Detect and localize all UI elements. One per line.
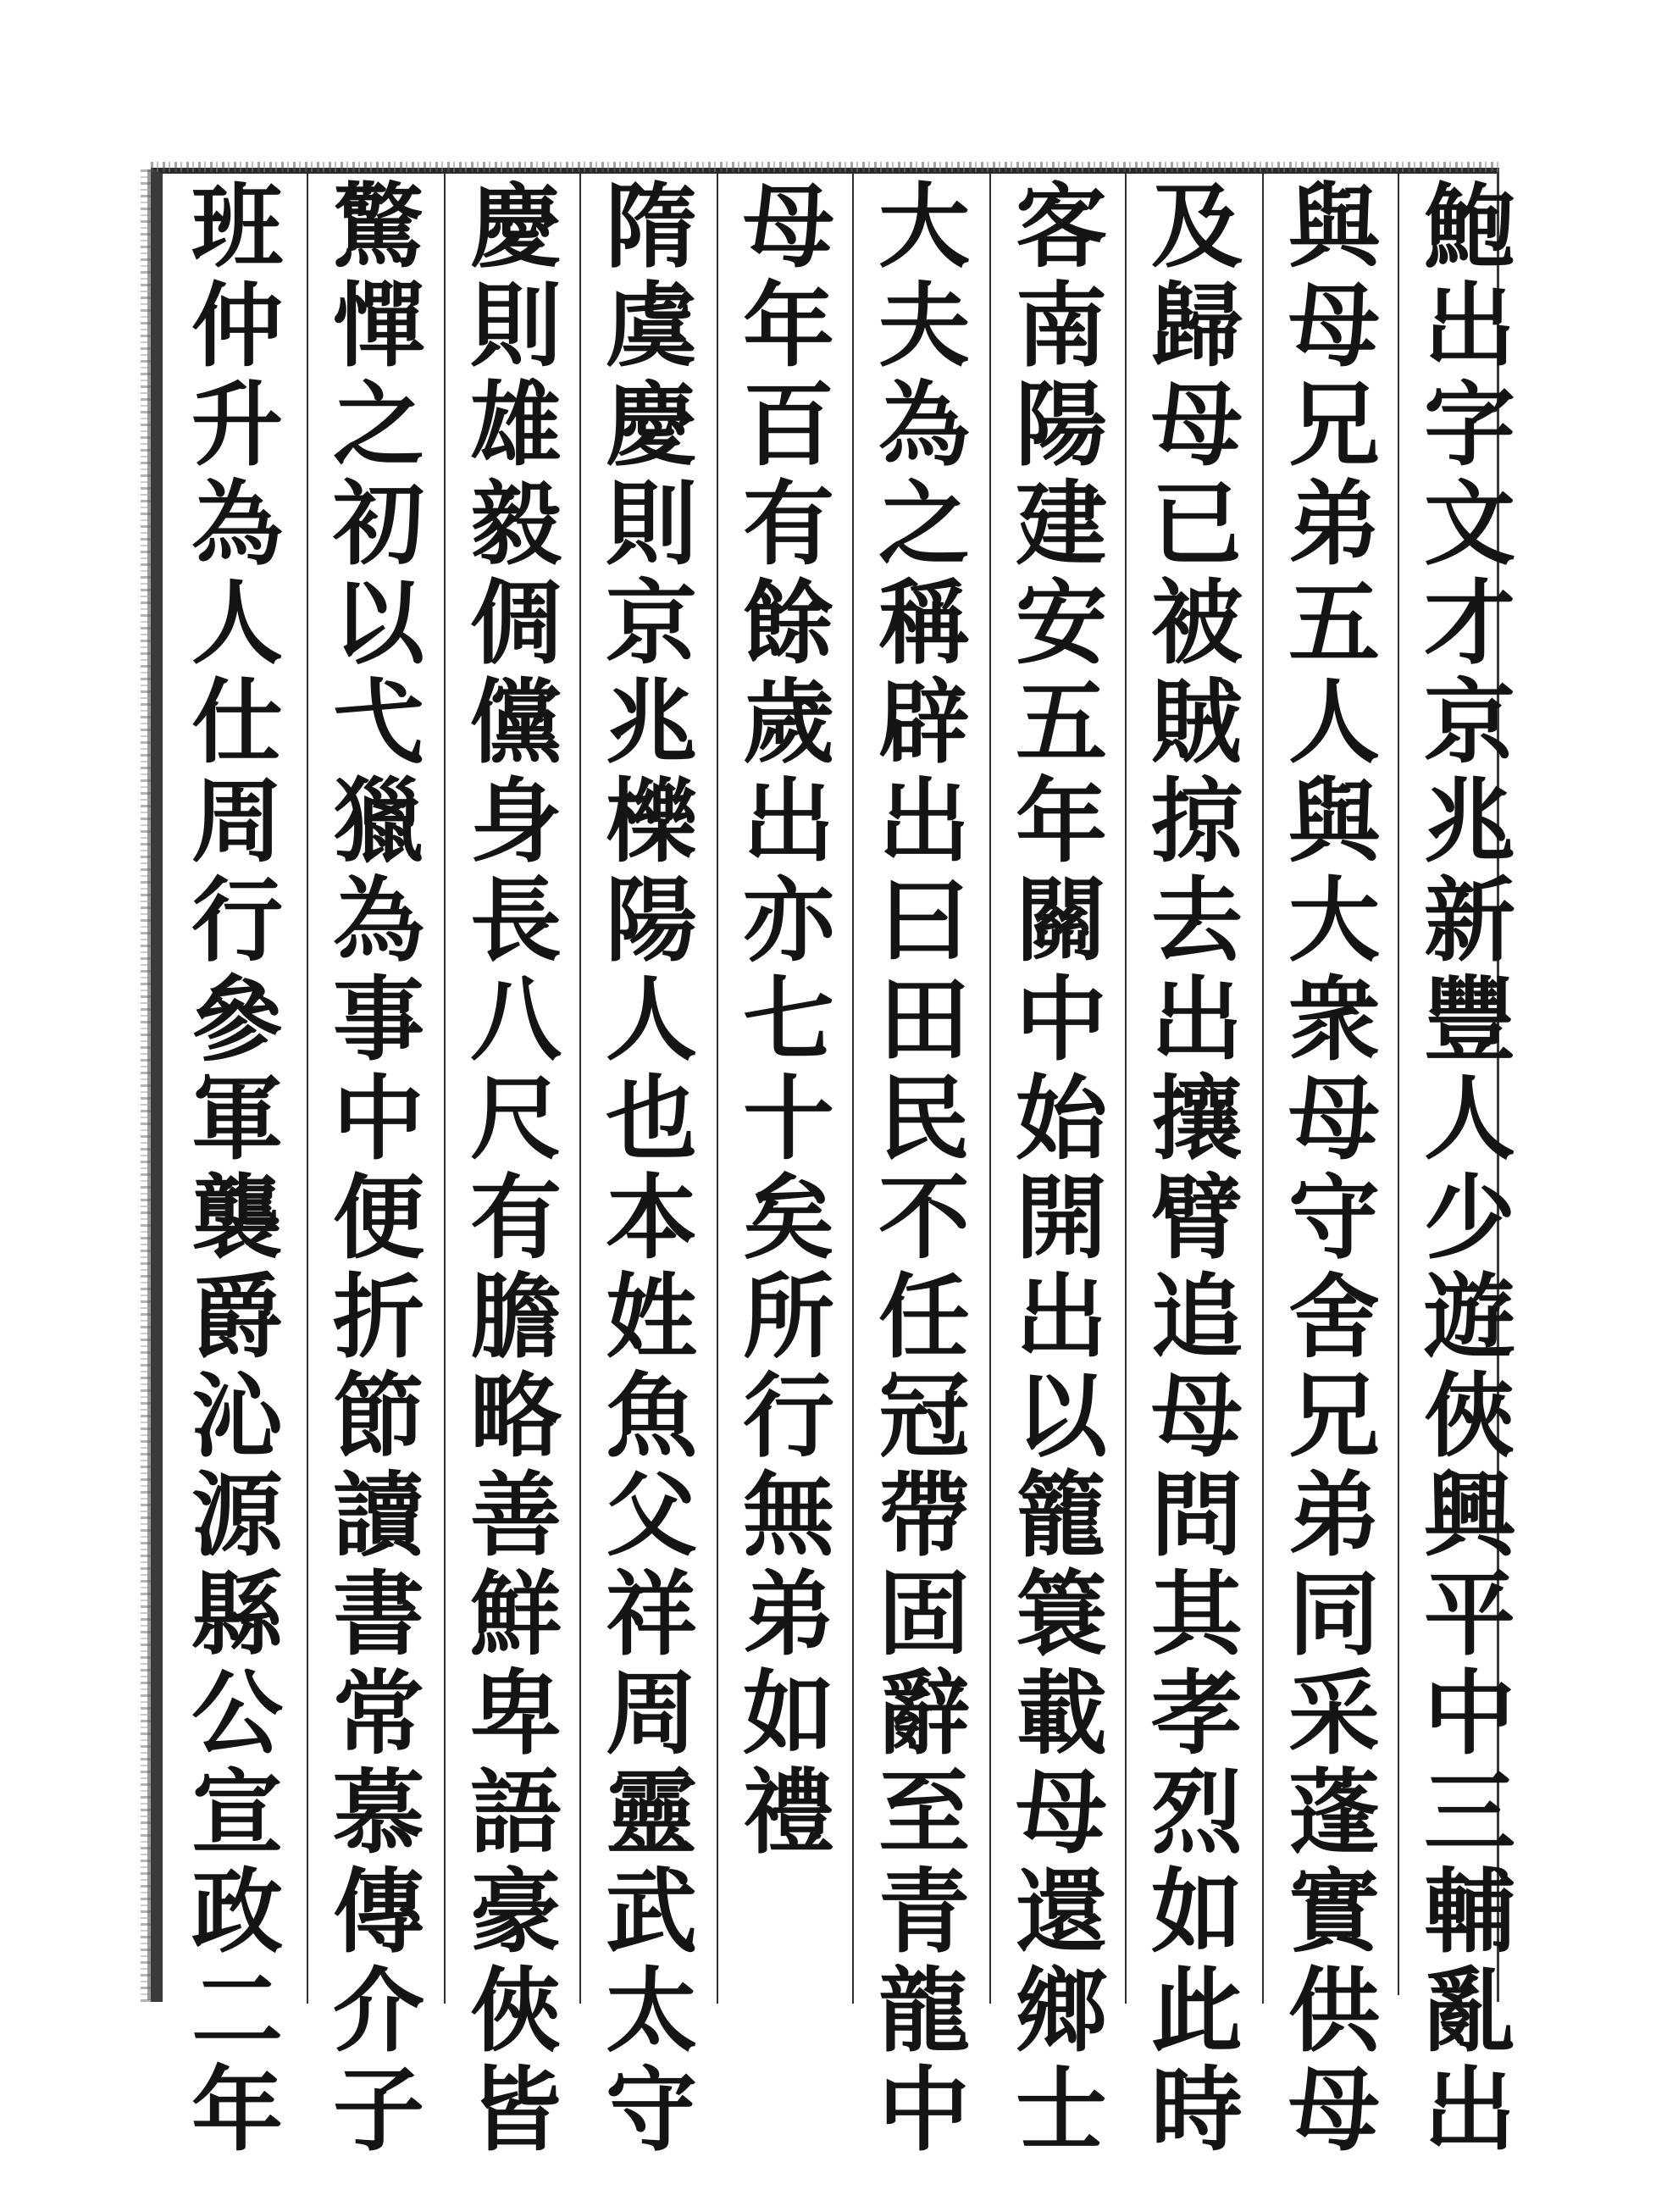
column-character: 大 [1288, 868, 1380, 974]
column-character: 任 [878, 1264, 970, 1371]
column-character: 出 [1423, 2057, 1515, 2164]
column-character: 豪 [469, 1859, 562, 1965]
column-character: 姓 [605, 1264, 697, 1371]
column-character: 關 [1015, 868, 1107, 974]
column-character: 之 [332, 372, 424, 479]
column-character: 掠 [1150, 768, 1243, 875]
column-character: 行 [742, 1363, 834, 1470]
text-column-6 [721, 174, 856, 1999]
column-character: 櫟 [605, 768, 697, 875]
column-character: 祥 [605, 1561, 697, 1668]
column-character: 參 [191, 967, 283, 1073]
column-character: 至 [878, 1760, 970, 1866]
column-character: 弟 [1288, 471, 1380, 578]
column-character: 新 [1423, 868, 1515, 974]
column-character: 卑 [469, 1660, 562, 1767]
column-character: 十 [742, 1066, 834, 1173]
column-character: 鮮 [469, 1561, 562, 1668]
column-character: 人 [1288, 669, 1380, 776]
column-character: 鮑 [1423, 174, 1515, 280]
column-character: 襲 [191, 1165, 283, 1272]
column-character: 母 [742, 174, 834, 280]
column-character: 與 [1288, 768, 1380, 875]
column-character: 客 [1015, 174, 1107, 280]
text-column-7 [584, 174, 719, 2164]
column-character: 傳 [332, 1859, 424, 1965]
column-character: 隋 [605, 174, 697, 280]
text-column-4 [994, 174, 1129, 2164]
column-character: 賊 [1150, 669, 1243, 776]
column-character: 平 [1423, 1561, 1515, 1668]
column-character: 與 [1288, 174, 1380, 280]
column-character: 母 [1288, 2057, 1380, 2164]
column-character: 二 [191, 1958, 283, 2065]
column-character: 實 [1288, 1859, 1380, 1965]
column-character: 亦 [742, 868, 834, 974]
column-character: 中 [1015, 967, 1107, 1073]
column-character: 母 [1150, 372, 1243, 479]
column-character: 固 [878, 1561, 970, 1668]
column-character: 以 [332, 570, 424, 677]
column-character: 出 [1423, 273, 1515, 380]
column-character: 年 [742, 273, 834, 380]
column-character: 歸 [1150, 273, 1243, 380]
column-character: 母 [1288, 1066, 1380, 1173]
column-character: 士 [1015, 2057, 1107, 2164]
column-character: 初 [332, 471, 424, 578]
column-character: 京 [605, 570, 697, 677]
column-character: 亂 [1423, 1958, 1515, 2065]
column-character: 出 [1150, 967, 1243, 1073]
column-character: 介 [332, 1958, 424, 2065]
column-character: 同 [1288, 1561, 1380, 1668]
column-character: 時 [1150, 2057, 1243, 2164]
text-column-5 [856, 174, 992, 2164]
column-character: 夫 [878, 273, 970, 380]
column-character: 也 [605, 1066, 697, 1173]
column-character: 年 [1015, 768, 1107, 875]
column-character: 仲 [191, 273, 283, 380]
column-character: 載 [1015, 1660, 1107, 1767]
column-character: 如 [742, 1660, 834, 1767]
column-character: 兆 [1423, 768, 1515, 875]
column-character: 人 [191, 570, 283, 677]
column-character: 太 [605, 1958, 697, 2065]
column-character: 五 [1288, 570, 1380, 677]
column-character: 有 [742, 471, 834, 578]
column-character: 出 [1015, 1264, 1107, 1371]
column-character: 弟 [742, 1561, 834, 1668]
column-character: 政 [191, 1859, 283, 1965]
column-character: 身 [469, 768, 562, 875]
column-character: 興 [1423, 1462, 1515, 1569]
column-character: 京 [1423, 669, 1515, 776]
column-character: 衆 [1288, 967, 1380, 1073]
column-rule [307, 174, 308, 2004]
column-character: 常 [332, 1660, 424, 1767]
column-character: 輔 [1423, 1859, 1515, 1965]
column-character: 仕 [191, 669, 283, 776]
column-character: 百 [742, 372, 834, 479]
column-character: 五 [1015, 669, 1107, 776]
text-column-10 [169, 174, 305, 2164]
column-character: 俠 [1423, 1363, 1515, 1470]
column-character: 龍 [878, 1958, 970, 2065]
column-character: 長 [469, 868, 562, 974]
column-character: 青 [878, 1859, 970, 1965]
column-character: 開 [1015, 1165, 1107, 1272]
text-column-2 [1266, 174, 1402, 2164]
column-character: 矣 [742, 1165, 834, 1272]
column-character: 俠 [469, 1958, 562, 2065]
column-character: 讀 [332, 1462, 424, 1569]
column-character: 毅 [469, 471, 562, 578]
column-character: 稱 [878, 570, 970, 677]
column-character: 已 [1150, 471, 1243, 578]
column-character: 出 [742, 768, 834, 875]
column-character: 安 [1015, 570, 1107, 677]
column-character: 弋 [332, 669, 424, 776]
column-character: 簑 [1015, 1561, 1107, 1668]
column-character: 大 [878, 174, 970, 280]
column-character: 虞 [605, 273, 697, 380]
column-character: 母 [1015, 1760, 1107, 1866]
column-character: 攘 [1150, 1066, 1243, 1173]
text-column-9 [311, 174, 446, 2164]
column-character: 孝 [1150, 1660, 1243, 1767]
column-character: 中 [1423, 1660, 1515, 1767]
column-character: 父 [605, 1462, 697, 1569]
column-character: 雄 [469, 372, 562, 479]
column-character: 曰 [878, 868, 970, 974]
column-character: 語 [469, 1760, 562, 1866]
column-character: 沁 [191, 1363, 283, 1470]
column-character: 升 [191, 372, 283, 479]
column-character: 才 [1423, 570, 1515, 677]
column-character: 中 [332, 1066, 424, 1173]
text-column-3 [1129, 174, 1265, 2164]
column-character: 帶 [878, 1462, 970, 1569]
column-character: 所 [742, 1264, 834, 1371]
column-character: 本 [605, 1165, 697, 1272]
column-character: 武 [605, 1859, 697, 1965]
column-character: 宣 [191, 1760, 283, 1866]
column-character: 籠 [1015, 1462, 1107, 1569]
column-character: 供 [1288, 1958, 1380, 2065]
column-character: 無 [742, 1462, 834, 1569]
column-character: 之 [878, 471, 970, 578]
column-character: 事 [332, 967, 424, 1073]
column-character: 文 [1423, 471, 1515, 578]
column-character: 魚 [605, 1363, 697, 1470]
column-character: 民 [878, 1066, 970, 1173]
column-character: 辟 [878, 669, 970, 776]
column-character: 弟 [1288, 1462, 1380, 1569]
column-character: 烈 [1150, 1760, 1243, 1866]
column-character: 靈 [605, 1760, 697, 1866]
column-character: 有 [469, 1165, 562, 1272]
column-character: 守 [1288, 1165, 1380, 1272]
column-character: 膽 [469, 1264, 562, 1371]
column-character: 被 [1150, 570, 1243, 677]
column-character: 周 [191, 768, 283, 875]
column-character: 臂 [1150, 1165, 1243, 1272]
column-character: 驚 [332, 174, 424, 280]
column-character: 蓬 [1288, 1760, 1380, 1866]
text-column-8 [448, 174, 584, 2164]
column-character: 皆 [469, 2057, 562, 2164]
column-character: 母 [1288, 273, 1380, 380]
column-character: 此 [1150, 1958, 1243, 2065]
column-character: 歲 [742, 669, 834, 776]
column-character: 以 [1015, 1363, 1107, 1470]
column-character: 慶 [469, 174, 562, 280]
column-character: 追 [1150, 1264, 1243, 1371]
column-character: 人 [1423, 1066, 1515, 1173]
column-character: 陽 [605, 868, 697, 974]
column-character: 倜 [469, 570, 562, 677]
column-character: 便 [332, 1165, 424, 1272]
column-character: 守 [605, 2057, 697, 2164]
column-character: 采 [1288, 1660, 1380, 1767]
column-character: 為 [191, 471, 283, 578]
column-character: 兄 [1288, 372, 1380, 479]
column-character: 獵 [332, 768, 424, 875]
column-character: 為 [878, 372, 970, 479]
text-column-1 [1402, 174, 1537, 2164]
column-character: 禮 [742, 1760, 834, 1866]
column-character: 田 [878, 967, 970, 1073]
column-character: 舍 [1288, 1264, 1380, 1371]
column-character: 儻 [469, 669, 562, 776]
column-character: 如 [1150, 1859, 1243, 1965]
column-character: 陽 [1015, 372, 1107, 479]
column-character: 書 [332, 1561, 424, 1668]
column-character: 則 [605, 471, 697, 578]
column-character: 問 [1150, 1462, 1243, 1569]
column-character: 略 [469, 1363, 562, 1470]
column-character: 善 [469, 1462, 562, 1569]
column-character: 七 [742, 967, 834, 1073]
column-character: 中 [878, 2057, 970, 2164]
column-character: 公 [191, 1660, 283, 1767]
column-character: 鄉 [1015, 1958, 1107, 2065]
column-character: 爵 [191, 1264, 283, 1371]
column-character: 遊 [1423, 1264, 1515, 1371]
column-character: 字 [1423, 372, 1515, 479]
column-character: 憚 [332, 273, 424, 380]
column-character: 慕 [332, 1760, 424, 1866]
column-character: 辭 [878, 1660, 970, 1767]
column-character: 出 [878, 768, 970, 875]
column-character: 兄 [1288, 1363, 1380, 1470]
column-character: 軍 [191, 1066, 283, 1173]
column-character: 兆 [605, 669, 697, 776]
column-character: 折 [332, 1264, 424, 1371]
column-character: 母 [1150, 1363, 1243, 1470]
column-character: 豐 [1423, 967, 1515, 1073]
column-character: 及 [1150, 174, 1243, 280]
column-character: 行 [191, 868, 283, 974]
column-character: 少 [1423, 1165, 1515, 1272]
column-character: 為 [332, 868, 424, 974]
column-character: 不 [878, 1165, 970, 1272]
column-character: 尺 [469, 1066, 562, 1173]
column-character: 去 [1150, 868, 1243, 974]
column-character: 源 [191, 1462, 283, 1569]
column-character: 南 [1015, 273, 1107, 380]
column-character: 還 [1015, 1859, 1107, 1965]
column-character: 慶 [605, 372, 697, 479]
column-character: 子 [332, 2057, 424, 2164]
column-character: 其 [1150, 1561, 1243, 1668]
column-character: 班 [191, 174, 283, 280]
column-character: 八 [469, 967, 562, 1073]
column-character: 則 [469, 273, 562, 380]
column-character: 餘 [742, 570, 834, 677]
column-character: 節 [332, 1363, 424, 1470]
column-character: 人 [605, 967, 697, 1073]
column-character: 周 [605, 1660, 697, 1767]
column-character: 三 [1423, 1760, 1515, 1866]
column-character: 年 [191, 2057, 283, 2164]
column-character: 縣 [191, 1561, 283, 1668]
column-character: 建 [1015, 471, 1107, 578]
column-character: 始 [1015, 1066, 1107, 1173]
column-character: 冠 [878, 1363, 970, 1470]
